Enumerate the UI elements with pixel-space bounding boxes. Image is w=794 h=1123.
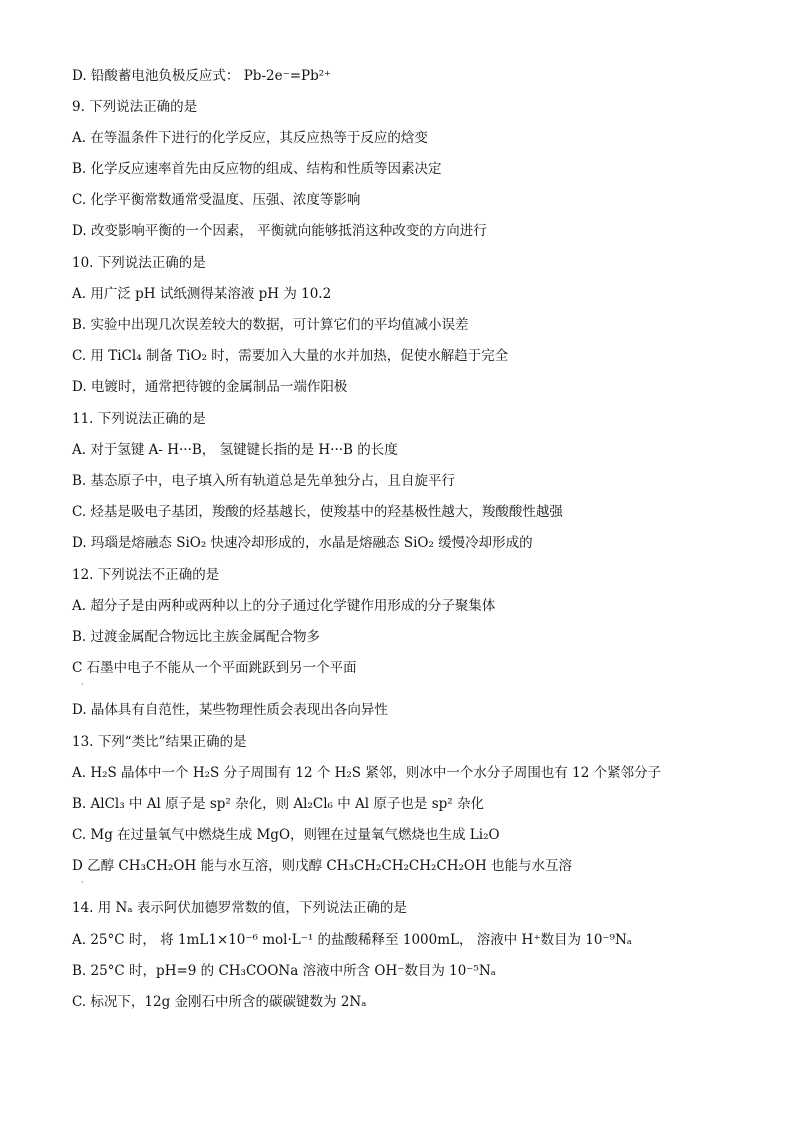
q9-option-a: A. 在等温条件下进行的化学反应，其反应热等于反应的焓变 — [72, 130, 428, 146]
q14-option-b: B. 25°C 时，pH=9 的 CH₃COONa 溶液中所含 OH⁻数目为 10⁻⁵Nₐ — [72, 963, 496, 979]
q10-option-a: A. 用广泛 pH 试纸测得某溶液 pH 为 10.2 — [72, 286, 332, 302]
q8-option-d: D. 铅酸蓄电池负极反应式： Pb-2e⁻=Pb²⁺ — [72, 68, 332, 84]
q9-stem: 9. 下列说法正确的是 — [72, 99, 198, 115]
q13-option-d: D 乙醇 CH₃CH₂OH 能与水互溶，则戊醇 CH₃CH₂CH₂CH₂CH₂OH 也能与水互溶 — [72, 858, 573, 874]
q9-option-d: D. 改变影响平衡的一个因素， 平衡就向能够抵消这种改变的方向进行 — [72, 223, 487, 239]
q13-stem: 13. 下列“类比”结果正确的是 — [72, 734, 247, 750]
q11-stem: 11. 下列说法正确的是 — [72, 411, 206, 427]
q11-option-d: D. 玛瑙是熔融态 SiO₂ 快速冷却形成的，水晶是熔融态 SiO₂ 缓慢冷却形成的 — [72, 535, 533, 551]
q11-option-b: B. 基态原子中，电子填入所有轨道总是先单独分占，且自旋平行 — [72, 473, 456, 489]
q10-option-b: B. 实验中出现几次误差较大的数据，可计算它们的平均值减小误差 — [72, 317, 469, 333]
q12-option-d: D. 晶体具有自范性，某些物理性质会表现出各向异性 — [72, 702, 388, 718]
q13-option-c: C. Mg 在过量氧气中燃烧生成 MgO，则锂在过量氧气燃烧也生成 Li₂O — [72, 827, 500, 843]
q12-stem: 12. 下列说法不正确的是 — [72, 567, 220, 583]
q9-option-c: C. 化学平衡常数通常受温度、压强、浓度等影响 — [72, 192, 361, 208]
q12-option-b: B. 过渡金属配合物远比主族金属配合物多 — [72, 629, 321, 645]
q10-option-c: C. 用 TiCl₄ 制备 TiO₂ 时，需要加入大量的水并加热，促使水解趋于完全 — [72, 348, 509, 364]
q11-option-c: C. 烃基是吸电子基团，羧酸的烃基越长，使羧基中的羟基极性越大，羧酸酸性越强 — [72, 504, 563, 520]
q10-option-d: D. 电镀时，通常把待镀的金属制品一端作阳极 — [72, 379, 348, 395]
q9-option-b: B. 化学反应速率首先由反应物的组成、结构和性质等因素决定 — [72, 161, 442, 177]
q12-option-c: C 石墨中电子不能从一个平面跳跃到另一个平面 — [72, 660, 357, 676]
q14-stem: 14. 用 Nₐ 表示阿伏加德罗常数的值，下列说法正确的是 — [72, 900, 407, 916]
stray-mark: · — [81, 878, 84, 887]
q11-option-a: A. 对于氢键 A- H···B， 氢键键长指的是 H···B 的长度 — [72, 442, 398, 458]
stray-mark: · — [81, 680, 84, 689]
q14-option-c: C. 标况下，12g 金刚石中所含的碳碳键数为 2Nₐ — [72, 994, 367, 1010]
q13-option-b: B. AlCl₃ 中 Al 原子是 sp² 杂化，则 Al₂Cl₆ 中 Al 原子也是 sp² 杂化 — [72, 796, 484, 812]
q13-option-a: A. H₂S 晶体中一个 H₂S 分子周围有 12 个 H₂S 紧邻，则冰中一个水分子周围也有 12 个紧邻分子 — [72, 765, 662, 781]
q14-option-a: A. 25°C 时， 将 1mL1×10⁻⁶ mol·L⁻¹ 的盐酸稀释至 1000mL， 溶液中 H⁺数目为 10⁻⁹Nₐ — [72, 932, 632, 948]
q12-option-a: A. 超分子是由两种或两种以上的分子通过化学键作用形成的分子聚集体 — [72, 598, 496, 614]
q10-stem: 10. 下列说法正确的是 — [72, 255, 206, 271]
